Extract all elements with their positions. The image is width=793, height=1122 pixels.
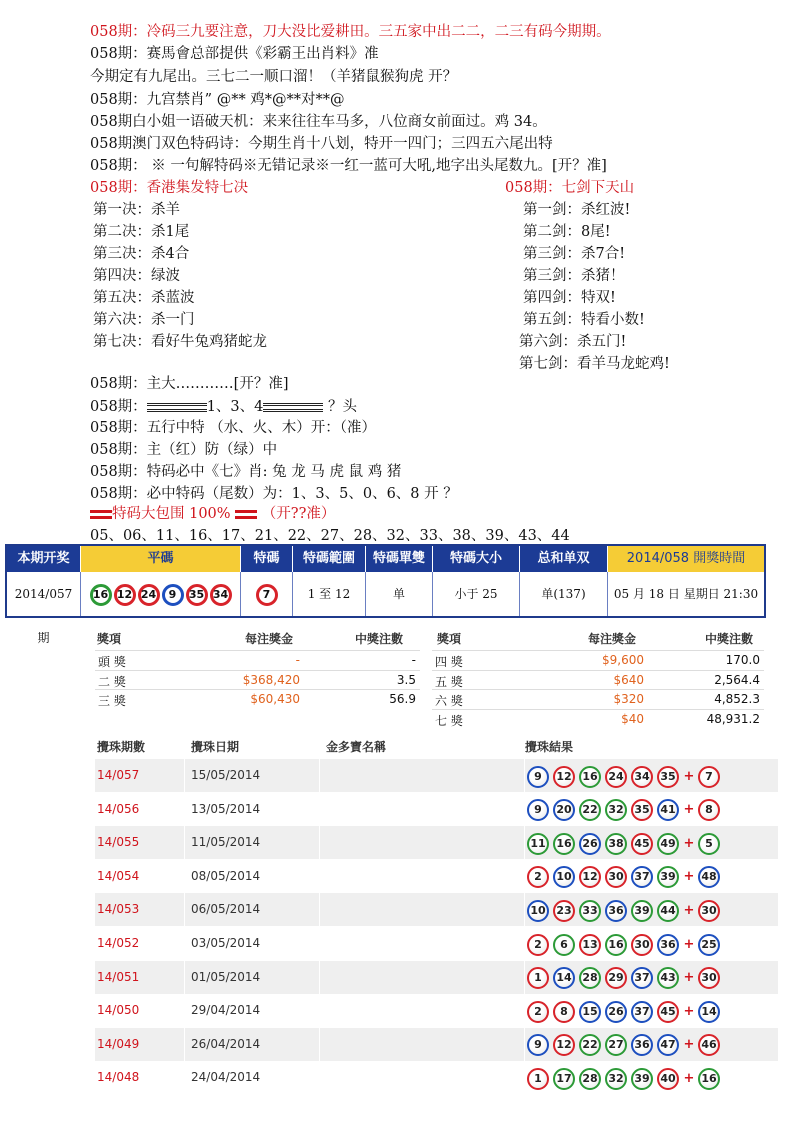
line-surround: 特码大包围 100% （开??准）: [90, 504, 335, 524]
sword-item: 第六剑：杀五门!: [519, 334, 627, 350]
header-cell: 平碼: [81, 546, 241, 572]
jue-item: 第四决：绿波: [93, 268, 180, 284]
lottery-ball: 9: [527, 766, 549, 788]
line-cold-code: 058期：冷码三九要注意，刀大没比爱耕田。三五家中出二二，二三有码今期期。: [90, 24, 611, 40]
lottery-ball: 26: [579, 833, 601, 855]
draw-issue: 14/057: [95, 759, 185, 792]
lottery-ball: 11: [527, 833, 549, 855]
line-one-sentence: 058期： ※ 一句解特码※无错记录※一红一蓝可大吼,地字出头尾数九。[开？准]: [90, 158, 607, 174]
lottery-ball: 45: [631, 833, 653, 855]
lottery-ball: 39: [631, 900, 653, 922]
draw-balls: [527, 1066, 779, 1090]
special-ball: [241, 572, 293, 616]
sum-cell: 单(137): [520, 572, 608, 616]
draw-name: [320, 1061, 525, 1094]
lottery-ball: 12: [553, 1034, 575, 1056]
sword-item: 第四剑：特双!: [523, 290, 616, 306]
header-cell: 特碼單雙: [366, 546, 433, 572]
draw-row: [95, 961, 778, 994]
lottery-ball: 22: [579, 799, 601, 821]
plus-icon: +: [683, 970, 695, 986]
jue-item: 第三决：杀4合: [93, 246, 190, 262]
prize-amount: -: [295, 653, 300, 667]
lottery-ball-special: 30: [698, 967, 720, 989]
prize-count: 170.0: [725, 653, 760, 667]
lottery-ball: 41: [657, 799, 679, 821]
prize-count: 56.9: [389, 692, 416, 706]
jue-item: 第一决：杀羊: [93, 202, 180, 218]
table-header: [7, 546, 764, 572]
draw-balls: [527, 764, 779, 788]
draw-balls: [527, 1033, 779, 1057]
lottery-ball: 16: [605, 934, 627, 956]
draw-date: 15/05/2014: [185, 759, 320, 792]
draw-name: [320, 759, 525, 792]
plus-icon: +: [683, 835, 695, 851]
lottery-ball: 24: [138, 584, 160, 606]
bar-decoration: [177, 403, 207, 412]
line-five-elements: 058期：五行中特 （水、火、木）开：（准）: [90, 420, 377, 436]
plus-icon: +: [683, 1003, 695, 1019]
lottery-ball-special: 25: [698, 934, 720, 956]
lottery-ball: 32: [605, 799, 627, 821]
lottery-ball: 35: [657, 766, 679, 788]
prize-row: [95, 670, 420, 689]
prize-header-amount: 每注獎金: [245, 632, 294, 646]
prize-name: 三 獎: [98, 694, 126, 708]
draw-balls: [527, 798, 779, 822]
draw-row: [95, 927, 778, 960]
lottery-ball: 10: [527, 900, 549, 922]
prize-header-count: 中獎注數: [705, 632, 754, 646]
prize-row: [432, 709, 764, 728]
lottery-ball: 37: [631, 866, 653, 888]
lottery-ball: 36: [657, 934, 679, 956]
jue-item: 第五决：杀蓝波: [93, 290, 195, 306]
line-nine-palace: 058期：九宫禁肖” @** 鸡*@**对**@: [90, 92, 345, 108]
bar-decoration: [90, 510, 112, 519]
draw-issue: 14/055: [95, 826, 185, 859]
lottery-ball: 6: [553, 934, 575, 956]
header-cell: 本期开奖: [7, 546, 81, 572]
draw-name: [320, 826, 525, 859]
prize-amount: $368,420: [242, 672, 300, 687]
jue-item: 第二决：杀1尾: [93, 224, 190, 240]
lottery-ball: 24: [605, 766, 627, 788]
lottery-ball: 26: [605, 1001, 627, 1023]
header-cell: 特碼大小: [433, 546, 520, 572]
bar-decoration: [263, 403, 293, 412]
prize-name: 五 獎: [435, 674, 463, 689]
prize-amount: $40: [621, 711, 644, 726]
draw-row: [95, 893, 778, 926]
draw-date: 24/04/2014: [185, 1061, 320, 1094]
prize-row: [432, 670, 764, 689]
line-white-lady: 058期白小姐一语破天机：来来往往车马多，八位商女前面过。鸡 34。: [90, 114, 547, 130]
lottery-ball: 36: [631, 1034, 653, 1056]
lottery-ball: 2: [527, 934, 549, 956]
regular-balls: [81, 572, 241, 616]
draw-date: 29/04/2014: [185, 994, 320, 1027]
draw-issue: 14/051: [95, 961, 185, 994]
odd-even-cell: 单: [366, 572, 433, 616]
prize-header-count: 中獎注數: [355, 632, 404, 646]
draw-issue: 14/052: [95, 927, 185, 960]
lottery-ball: 40: [657, 1068, 679, 1090]
draw-date: 01/05/2014: [185, 961, 320, 994]
lottery-ball-special: 48: [698, 866, 720, 888]
lottery-ball: 27: [605, 1034, 627, 1056]
lottery-ball: 29: [605, 967, 627, 989]
lottery-ball: 37: [631, 1001, 653, 1023]
prize-row: [432, 650, 764, 669]
header-cell: 总和单双: [520, 546, 608, 572]
lottery-ball: 9: [527, 799, 549, 821]
draw-name: [320, 893, 525, 926]
lottery-ball: 28: [579, 967, 601, 989]
sword-item: 第二剑：8尾!: [523, 224, 611, 240]
draw-balls: [527, 831, 779, 855]
lottery-ball: 1: [527, 1068, 549, 1090]
plus-icon: +: [683, 936, 695, 952]
lottery-ball: 44: [657, 900, 679, 922]
lottery-ball: 2: [527, 866, 549, 888]
draw-date: 13/05/2014: [185, 793, 320, 826]
lottery-ball: 10: [553, 866, 575, 888]
header-cell: 特碼: [241, 546, 293, 572]
draw-row: [95, 860, 778, 893]
prize-row: [95, 650, 420, 669]
prize-name: 四 獎: [435, 655, 463, 669]
prize-header-item: 獎項: [97, 632, 122, 646]
line-main-big: 058期：主大…………[开？准]: [90, 376, 289, 392]
sword-item: 第三剑：杀猪！: [523, 268, 625, 284]
lottery-ball: 16: [90, 584, 112, 606]
draw-row: [95, 1028, 778, 1061]
lottery-ball-special: 7: [698, 766, 720, 788]
lottery-ball-special: 5: [698, 833, 720, 855]
prize-amount: $320: [613, 692, 644, 706]
prize-name: 七 獎: [435, 713, 463, 728]
draw-row: [95, 793, 778, 826]
lottery-ball: 12: [579, 866, 601, 888]
lottery-ball: 33: [579, 900, 601, 922]
plus-icon: +: [683, 869, 695, 885]
lottery-ball: 23: [553, 900, 575, 922]
lottery-ball: 20: [553, 799, 575, 821]
draw-date: 08/05/2014: [185, 860, 320, 893]
draw-name: [320, 793, 525, 826]
prize-count: 3.5: [396, 672, 416, 687]
lottery-ball: 8: [553, 1001, 575, 1023]
lottery-ball: 22: [579, 1034, 601, 1056]
jue-item: 第六决：杀一门: [93, 312, 195, 328]
lottery-ball: 39: [631, 1068, 653, 1090]
prize-count: -: [411, 653, 416, 667]
lottery-ball: 35: [631, 799, 653, 821]
lottery-ball: 12: [114, 584, 136, 606]
bar-decoration: [235, 510, 257, 519]
draw-row: [95, 1061, 778, 1094]
prize-amount: $640: [613, 672, 644, 687]
lottery-ball: 39: [657, 866, 679, 888]
lottery-ball-special: 7: [256, 584, 278, 606]
line-head: 058期： 1、3、4 ？头: [90, 399, 357, 415]
draw-issue: 14/050: [95, 994, 185, 1027]
lottery-ball: 36: [605, 900, 627, 922]
draw-name: [320, 1028, 525, 1061]
draw-issue: 14/056: [95, 793, 185, 826]
lottery-ball: 38: [605, 833, 627, 855]
sword-item: 第一剑：杀红波!: [523, 202, 631, 218]
draw-date: 11/05/2014: [185, 826, 320, 859]
sword-item: 第七剑：看羊马龙蛇鸡!: [519, 356, 670, 372]
draws-header: 攪珠期數 攪珠日期 金多寶名稱 攪珠結果: [97, 740, 574, 754]
plus-icon: +: [683, 802, 695, 818]
plus-icon: +: [683, 768, 695, 784]
lottery-ball: 49: [657, 833, 679, 855]
prize-count: 48,931.2: [706, 711, 760, 726]
lottery-ball-special: 8: [698, 799, 720, 821]
plus-icon: +: [683, 1070, 695, 1086]
draw-balls: [527, 898, 779, 922]
header-cell: 2014/058 開獎時間: [608, 546, 764, 572]
line-surround-numbers: 05、06、11、16、17、21、22、27、28、32、33、38、39、43、44: [90, 528, 570, 544]
draw-issue: 14/053: [95, 893, 185, 926]
prize-name: 頭 獎: [98, 655, 126, 669]
draw-date: 06/05/2014: [185, 893, 320, 926]
lottery-ball: 35: [186, 584, 208, 606]
prize-count: 4,852.3: [714, 692, 760, 706]
draw-time-cell: 05 月 18 日 星期日 21:30: [613, 587, 759, 601]
draw-row: [95, 994, 778, 1027]
lottery-ball: 2: [527, 1001, 549, 1023]
draw-row: [95, 759, 778, 792]
section-title-seven-jue: 058期：香港集发特七决: [90, 180, 249, 196]
draw-balls: [527, 999, 779, 1023]
issue-cell: 2014/057 期: [7, 572, 81, 616]
draw-issue: 14/048: [95, 1061, 185, 1094]
lottery-ball: 45: [657, 1001, 679, 1023]
prize-name: 六 獎: [435, 694, 463, 708]
lottery-ball: 9: [527, 1034, 549, 1056]
draw-issue: 14/049: [95, 1028, 185, 1061]
sword-item: 第五剑：特看小数!: [523, 312, 645, 328]
draw-date: 26/04/2014: [185, 1028, 320, 1061]
draw-name: [320, 961, 525, 994]
line-seven-zodiac: 058期：特码必中《七》肖: 兔 龙 马 虎 鼠 鸡 猪: [90, 464, 402, 480]
prize-header-amount: 每注獎金: [588, 632, 637, 646]
lottery-ball: 43: [657, 967, 679, 989]
draw-date: 03/05/2014: [185, 927, 320, 960]
lottery-ball-special: 14: [698, 1001, 720, 1023]
draw-name: [320, 927, 525, 960]
lottery-ball: 12: [553, 766, 575, 788]
draw-balls: [527, 932, 779, 956]
lottery-ball: 1: [527, 967, 549, 989]
prize-name: 二 獎: [98, 674, 126, 689]
line-macau-poem: 058期澳门双色特码诗：今期生肖十八划，特开一四门；三四五六尾出特: [90, 136, 553, 152]
lottery-ball: 14: [553, 967, 575, 989]
size-cell: 小于 25: [433, 572, 520, 616]
bar-decoration: [293, 403, 323, 412]
lottery-ball: 32: [605, 1068, 627, 1090]
line-tail-numbers: 058期：必中特码（尾数）为：1、3、5、0、6、8 开 ？: [90, 486, 458, 502]
draw-name: [320, 860, 525, 893]
header-cell: 特碼範圍: [293, 546, 366, 572]
lottery-ball: 30: [631, 934, 653, 956]
line-main-red: 058期：主（红）防（绿）中: [90, 442, 278, 458]
lottery-ball: 17: [553, 1068, 575, 1090]
lottery-ball: 30: [605, 866, 627, 888]
jue-item: 第七决：看好牛兔鸡猪蛇龙: [93, 334, 267, 350]
plus-icon: +: [683, 902, 695, 918]
lottery-ball: 15: [579, 1001, 601, 1023]
line-nine-tail: 今期定有九尾出。三七二一顺口溜！（羊猪鼠猴狗虎 开？: [90, 69, 458, 85]
plus-icon: +: [683, 1037, 695, 1053]
draw-row: [95, 826, 778, 859]
lottery-ball: 28: [579, 1068, 601, 1090]
range-cell: 1 至 12: [293, 572, 366, 616]
prize-amount: $60,430: [250, 692, 300, 706]
lottery-ball: 16: [579, 766, 601, 788]
sword-item: 第三剑：杀7合!: [523, 246, 626, 262]
prize-count: 2,564.4: [714, 672, 760, 687]
draw-balls: [527, 966, 779, 990]
lottery-ball: 47: [657, 1034, 679, 1056]
lottery-ball-special: 30: [698, 900, 720, 922]
lottery-ball: 34: [631, 766, 653, 788]
line-hk-jc: 058期：赛馬會总部提供《彩霸王出肖料》准: [90, 46, 379, 62]
draw-balls: [527, 865, 779, 889]
prize-header-item: 獎項: [437, 632, 462, 646]
prize-amount: $9,600: [602, 653, 644, 667]
draw-name: [320, 994, 525, 1027]
lottery-ball: 9: [162, 584, 184, 606]
lottery-ball-special: 16: [698, 1068, 720, 1090]
section-title-seven-swords: 058期：七剑下天山: [505, 180, 635, 196]
lottery-ball: 13: [579, 934, 601, 956]
lottery-ball-special: 46: [698, 1034, 720, 1056]
lottery-ball: 34: [210, 584, 232, 606]
draw-issue: 14/054: [95, 860, 185, 893]
prize-row: [432, 689, 764, 708]
bar-decoration: [147, 403, 177, 412]
lottery-ball: 37: [631, 967, 653, 989]
prize-row: [95, 689, 420, 708]
lottery-ball: 16: [553, 833, 575, 855]
